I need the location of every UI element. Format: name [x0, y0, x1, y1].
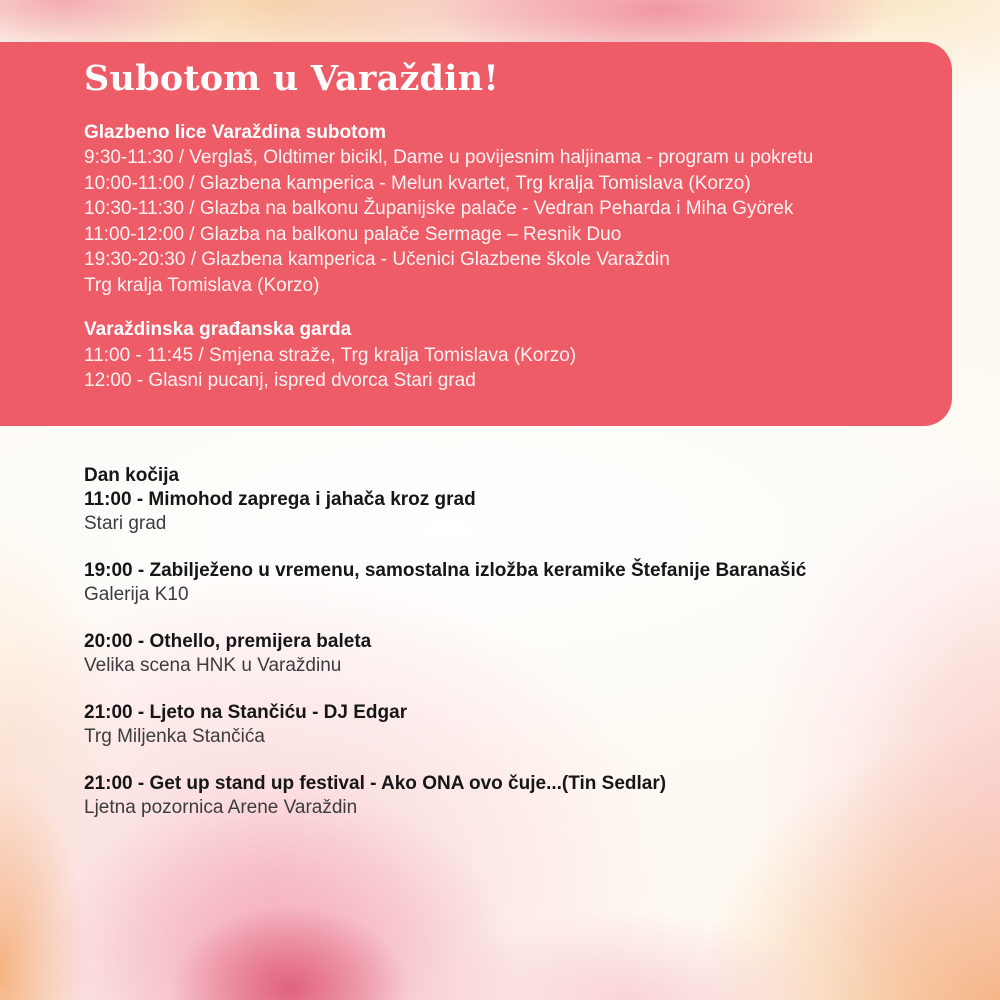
event-title: 11:00 - Mimohod zaprega i jahača kroz grad	[84, 489, 476, 510]
events-list	[84, 464, 984, 843]
event-item	[84, 772, 984, 820]
event-heading: Dan kočija	[84, 465, 180, 486]
program-line: 19:30-20:30 / Glazbena kamperica - Učenici Glazbene škole Varaždin	[84, 249, 670, 271]
program-line: Trg kralja Tomislava (Korzo)	[84, 274, 320, 296]
city-guard-section	[84, 317, 912, 394]
event-venue: Trg Miljenka Stančića	[84, 726, 265, 747]
card-title: Subotom u Varaždin!	[84, 58, 499, 99]
event-venue: Stari grad	[84, 513, 167, 534]
event-title: 21:00 - Get up stand up festival - Ako ONA ovo čuje...(Tin Sedlar)	[84, 773, 667, 794]
event-item	[84, 701, 984, 749]
program-line: 10:30-11:30 / Glazba na balkonu Županijske palače - Vedran Peharda i Miha Györek	[84, 198, 794, 220]
program-line: 11:00-12:00 / Glazba na balkonu palače Sermage – Resnik Duo	[84, 223, 622, 245]
event-title: 20:00 - Othello, premijera baleta	[84, 631, 372, 652]
event-item	[84, 464, 984, 536]
event-venue: Galerija K10	[84, 584, 189, 605]
saturday-schedule-card	[0, 42, 952, 426]
event-item	[84, 559, 984, 607]
event-item	[84, 630, 984, 678]
event-venue: Ljetna pozornica Arene Varaždin	[84, 797, 358, 818]
section-heading: Varaždinska građanska garda	[84, 319, 352, 341]
program-line: 12:00 - Glasni pucanj, ispred dvorca Stari grad	[84, 370, 476, 392]
section-heading: Glazbeno lice Varaždina subotom	[84, 121, 386, 143]
music-program-section	[84, 120, 912, 299]
program-line: 10:00-11:00 / Glazbena kamperica - Melun kvartet, Trg kralja Tomislava (Korzo)	[84, 172, 751, 194]
program-line: 11:00 - 11:45 / Smjena straže, Trg kralja Tomislava (Korzo)	[84, 344, 577, 366]
event-title: 19:00 - Zabilježeno u vremenu, samostalna izložba keramike Štefanije Baranašić	[84, 560, 807, 581]
event-venue: Velika scena HNK u Varaždinu	[84, 655, 342, 676]
event-title: 21:00 - Ljeto na Stančiću - DJ Edgar	[84, 702, 408, 723]
program-line: 9:30-11:30 / Verglaš, Oldtimer bicikl, Dame u povijesnim haljinama - program u pokretu	[84, 147, 814, 169]
